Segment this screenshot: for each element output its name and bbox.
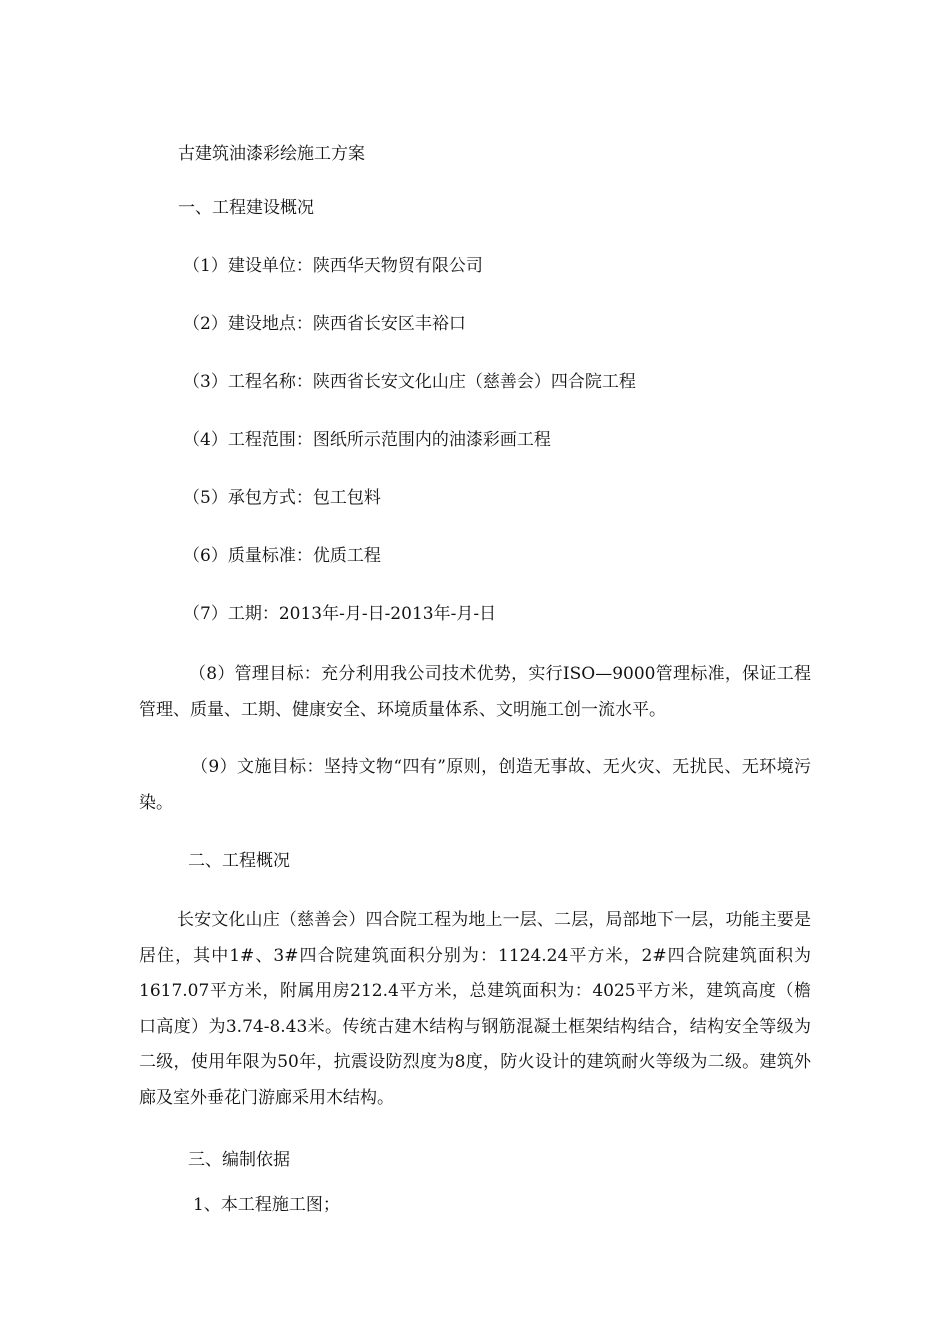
list-item: （7）工期：2013年-月-日-2013年-月-日 (183, 604, 497, 624)
list-item: （3）工程名称：陕西省长安文化山庄（慈善会）四合院工程 (183, 372, 636, 392)
list-item: 1、本工程施工图； (193, 1195, 340, 1215)
list-item: （8）管理目标：充分利用我公司技术优势，实行ISO—9000管理标准，保证工程管理、质量、工期、健康安全、环境质量体系、文明施工创一流水平。 (139, 664, 811, 720)
section-heading-2: 二、工程概况 (188, 851, 290, 871)
list-item: （4）工程范围：图纸所示范围内的油漆彩画工程 (183, 430, 551, 450)
section-heading-3: 三、编制依据 (188, 1150, 290, 1170)
list-item: （5）承包方式：包工包料 (183, 488, 381, 508)
list-item: （1）建设单位：陕西华天物贸有限公司 (183, 256, 483, 276)
list-item: （2）建设地点：陕西省长安区丰裕口 (183, 314, 466, 334)
section-heading-1: 一、工程建设概况 (178, 198, 314, 218)
list-item: （6）质量标准：优质工程 (183, 546, 381, 566)
document-title: 古建筑油漆彩绘施工方案 (178, 144, 365, 164)
list-item: （9）文施目标：坚持文物“四有”原则，创造无事故、无火灾、无扰民、无环境污染。 (139, 757, 811, 813)
body-paragraph: 长安文化山庄（慈善会）四合院工程为地上一层、二层，局部地下一层，功能主要是居住，其中1#、3#四合院建筑面积分别为：1124.24平方米，2#四合院建筑面积为1617.07平方米，附属用房212.4平方米，总建筑面积为：4025平方米，建筑高度（檐口高度）为3.74-8.43米。传统古建木结构与钢筋混凝土框架结构结合，结构安全等级为二级，使用年限为50年，抗震设防烈度为8度，防火设计的建筑耐火等级为二级。建筑外廊及室外垂花门游廊采用木结构。 (139, 910, 811, 1108)
